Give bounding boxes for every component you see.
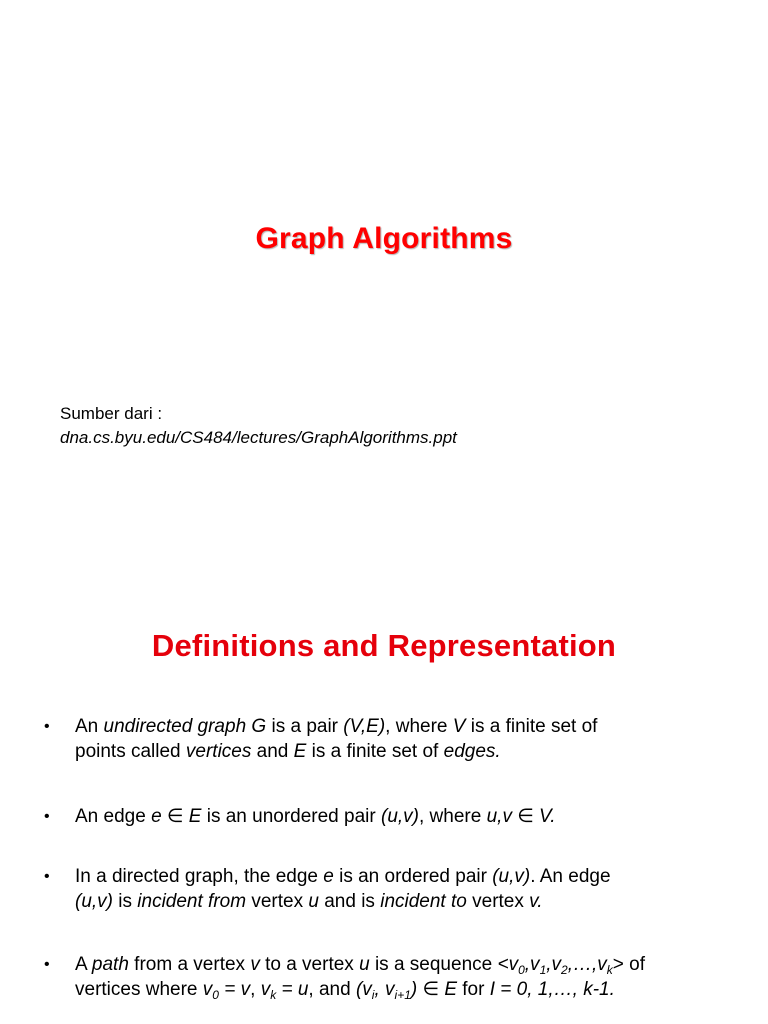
title-definitions-and-representation: Definitions and Representation — [151, 628, 617, 663]
source-citation — [60, 402, 457, 450]
bullet-marker: • — [44, 718, 50, 735]
bullet-text: In a directed graph, the edge e is an ordered pair (u,v). An edge (u,v) is incident from vertex u and is incident to vertex v. — [75, 866, 611, 912]
bullet-text: A path from a vertex v to a vertex u is a sequence $<v_0,v_1,v_2,\dots,v_k>$ of vertices where $v_0 = v$, $v_k = u$, and ($v_i$, $v_{i+1}$) ∈ E for I = 0, 1,…, k-1. — [75, 954, 646, 1002]
bullet-text: An edge e ∈ E is an unordered pair (u,v), where u,v ∈ V. — [75, 806, 556, 827]
bullet-marker: • — [44, 808, 50, 825]
title-graph-algorithms: Graph Algorithms — [255, 222, 513, 255]
bullet-marker: • — [44, 868, 50, 885]
bullet-text: An undirected graph G is a pair (V,E), where V is a finite set of points called vertices and E is a finite set of edges. — [75, 716, 598, 762]
source-label: Sumber dari : — [60, 404, 163, 423]
source-url: dna.cs.byu.edu/CS484/lectures/GraphAlgorithms.ppt — [60, 428, 457, 447]
bullet-marker: • — [44, 956, 50, 973]
